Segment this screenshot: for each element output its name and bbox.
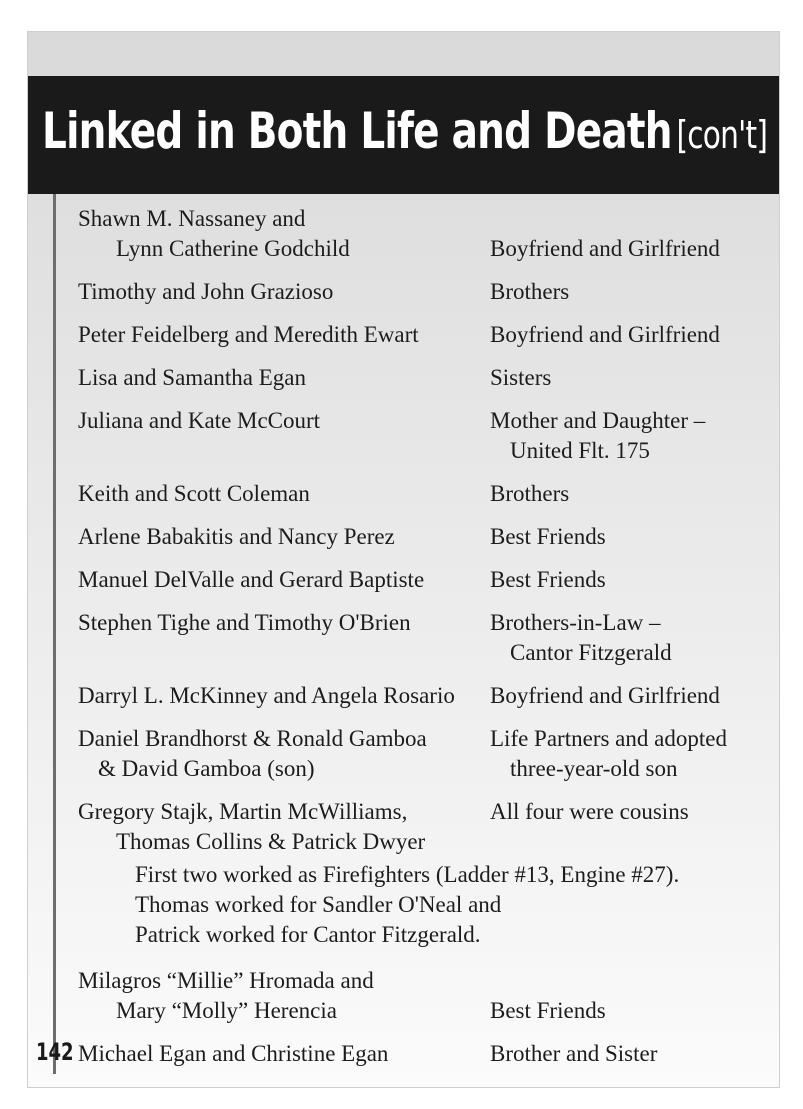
relationship-line: All four were cousins [490, 799, 689, 824]
names-line: Gregory Stajk, Martin McWilliams, [78, 799, 408, 824]
names-cell [78, 479, 490, 509]
table-row [78, 320, 768, 350]
relationship-line: Best Friends [490, 567, 606, 592]
table-row [78, 522, 768, 552]
relationship-line: Boyfriend and Girlfriend [490, 683, 720, 708]
names-line: Juliana and Kate McCourt [78, 408, 321, 433]
table-row [78, 479, 768, 509]
names-line: Peter Feidelberg and Meredith Ewart [78, 322, 419, 347]
relationship-cell [490, 681, 768, 711]
names-line: Michael Egan and Christine Egan [78, 1041, 389, 1066]
relationship-cell [490, 277, 768, 307]
names-line: Shawn M. Nassaney and [78, 206, 306, 231]
relationship-line: Life Partners and adopted [490, 726, 727, 751]
table-row [78, 204, 768, 264]
relationship-line: Sisters [490, 365, 552, 390]
relationship-cell [490, 565, 768, 595]
names-cell [78, 681, 490, 711]
table-row [78, 797, 768, 857]
names-cell [78, 797, 490, 857]
relationship-cell [490, 363, 768, 393]
relationship-line: Mother and Daughter – [490, 408, 706, 433]
table-row [78, 724, 768, 784]
names-line: Lisa and Samantha Egan [78, 365, 307, 390]
table-row [78, 966, 768, 1026]
table-row [78, 363, 768, 393]
cousins-note [78, 860, 768, 950]
relationship-cell [490, 522, 768, 552]
relationship-line: Brothers [490, 481, 570, 506]
relationship-line: Best Friends [490, 524, 606, 549]
names-line: Thomas Collins & Patrick Dwyer [116, 829, 426, 854]
names-cell [78, 320, 490, 350]
relationship-line: Brothers [490, 279, 570, 304]
names-cell [78, 724, 490, 784]
names-line: Mary “Molly” Herencia [116, 998, 337, 1023]
relationship-table [78, 204, 768, 1082]
names-line: Timothy and John Grazioso [78, 279, 334, 304]
relationship-cell [490, 797, 768, 857]
page-number: 142 [36, 1038, 74, 1066]
table-row [78, 565, 768, 595]
names-cell [78, 204, 490, 264]
relationship-cell [490, 996, 768, 1026]
relationship-line: Boyfriend and Girlfriend [490, 322, 720, 347]
relationship-line: Boyfriend and Girlfriend [490, 236, 720, 261]
relationship-cell [490, 406, 768, 466]
names-cell [78, 277, 490, 307]
relationship-cell [490, 234, 768, 264]
table-row [78, 406, 768, 466]
relationship-cell [490, 1039, 768, 1069]
table-row [78, 277, 768, 307]
names-line: Darryl L. McKinney and Angela Rosario [78, 683, 455, 708]
names-line: Lynn Catherine Godchild [116, 236, 350, 261]
names-line: Stephen Tighe and Timothy O'Brien [78, 610, 411, 635]
relationship-line: three-year-old son [510, 756, 678, 781]
relationship-cell [490, 479, 768, 509]
names-line: Arlene Babakitis and Nancy Perez [78, 524, 395, 549]
names-cell [78, 522, 490, 552]
names-cell [78, 608, 490, 668]
page-title [42, 96, 767, 170]
table-row [78, 1039, 768, 1069]
page-card [28, 32, 779, 1087]
note-line: Patrick worked for Cantor Fitzgerald. [135, 922, 481, 947]
relationship-cell [490, 724, 768, 784]
relationship-cell [490, 608, 768, 668]
note-line: First two worked as Firefighters (Ladder #13, Engine #27). [135, 862, 680, 887]
names-cell [78, 406, 490, 466]
names-line: Keith and Scott Coleman [78, 481, 310, 506]
relationship-line: Cantor Fitzgerald [510, 640, 672, 665]
names-line: Manuel DelValle and Gerard Baptiste [78, 567, 425, 592]
relationship-line: United Flt. 175 [510, 438, 650, 463]
table-row [78, 681, 768, 711]
relationship-line: Best Friends [490, 998, 606, 1023]
names-cell [78, 565, 490, 595]
relationship-cell [490, 320, 768, 350]
names-line: Milagros “Millie” Hromada and [78, 968, 374, 993]
names-line: Daniel Brandhorst & Ronald Gamboa [78, 726, 427, 751]
table-row [78, 608, 768, 668]
names-cell [78, 363, 490, 393]
names-cell [78, 1039, 490, 1069]
names-line: & David Gamboa (son) [98, 756, 315, 781]
title-main: Linked in Both Life and Death [42, 102, 672, 160]
vertical-rule [53, 194, 56, 1074]
title-bar [28, 76, 779, 194]
relationship-line: Brothers-in-Law – [490, 610, 661, 635]
relationship-line: Brother and Sister [490, 1041, 658, 1066]
note-line: Thomas worked for Sandler O'Neal and [135, 892, 502, 917]
names-cell [78, 966, 490, 1026]
title-suffix: [con't] [676, 113, 768, 157]
